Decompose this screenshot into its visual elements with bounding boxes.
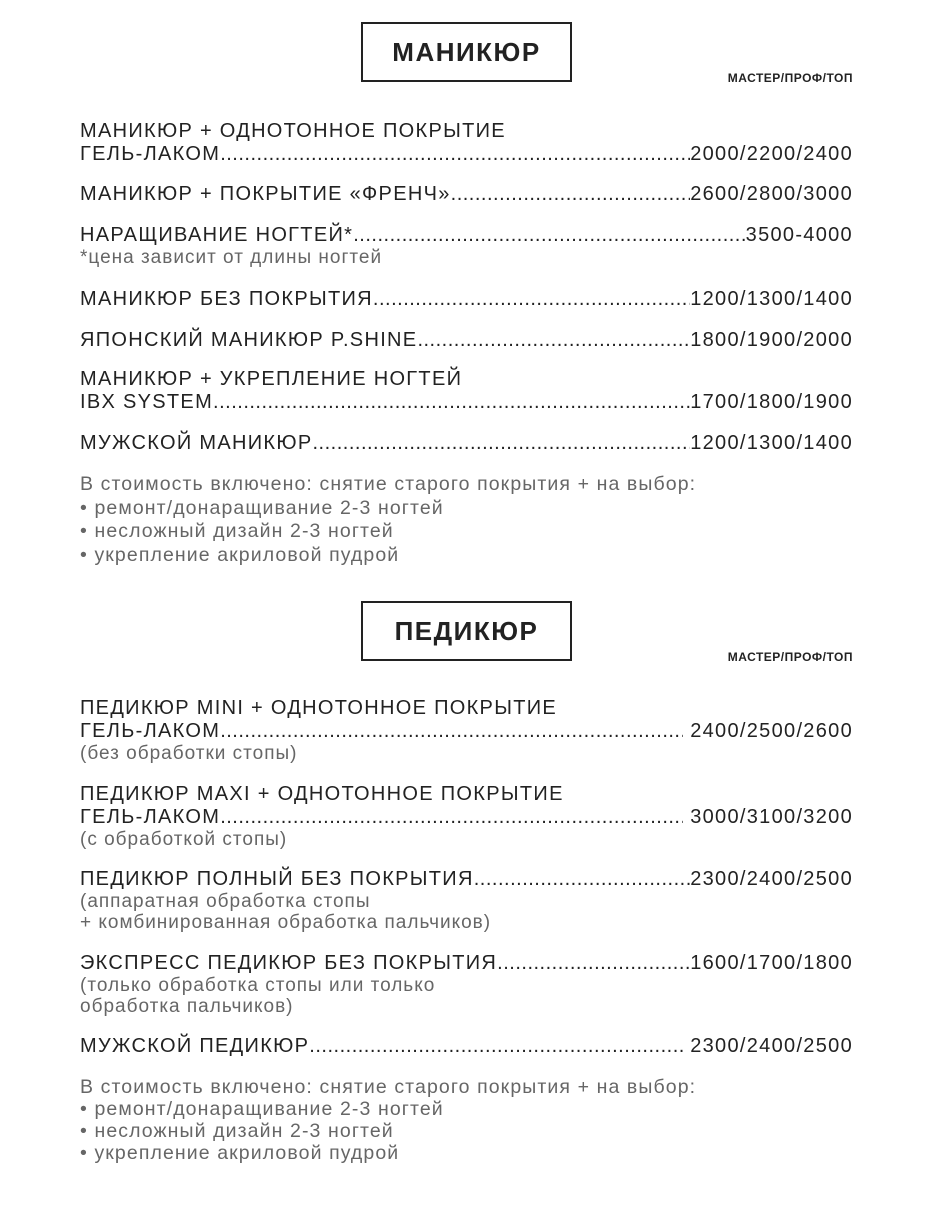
item-name-line2: ГЕЛЬ-ЛАКОМ xyxy=(80,806,221,828)
pedicure-title: ПЕДИКЮР xyxy=(361,601,572,661)
pedicure-included-info xyxy=(80,1076,870,1164)
dot-leader xyxy=(353,224,745,247)
item-price: 1200/1300/1400 xyxy=(690,288,853,310)
price-item xyxy=(80,783,853,850)
item-name-line2: IBX SYSTEM xyxy=(80,391,214,413)
item-name: ЯПОНСКИЙ МАНИКЮР P.SHINE xyxy=(80,329,418,351)
pedicure-levels-header: МАСТЕР/ПРОФ/ТОП xyxy=(727,650,853,664)
included-bullet: • ремонт/донаращивание 2-3 ногтей xyxy=(80,1098,444,1120)
item-name: МУЖСКОЙ МАНИКЮР xyxy=(80,432,313,454)
price-item xyxy=(80,868,853,933)
manicure-levels-header: МАСТЕР/ПРОФ/ТОП xyxy=(727,71,853,85)
price-item xyxy=(80,432,853,455)
included-bullet: • укрепление акриловой пудрой xyxy=(80,1142,400,1164)
dot-leader xyxy=(417,329,690,352)
item-name: МАНИКЮР + ПОКРЫТИЕ «ФРЕНЧ» xyxy=(80,183,451,205)
dot-leader xyxy=(213,391,690,414)
item-name-line2: ГЕЛЬ-ЛАКОМ xyxy=(80,720,221,742)
item-name: ПЕДИКЮР ПОЛНЫЙ БЕЗ ПОКРЫТИЯ xyxy=(80,868,474,890)
included-heading: В стоимость включено: снятие старого покрытия + на выбор: xyxy=(80,1076,697,1098)
dot-leader xyxy=(373,288,690,311)
item-name: МАНИКЮР БЕЗ ПОКРЫТИЯ xyxy=(80,288,373,310)
item-price: 2400/2500/2600 xyxy=(683,720,853,742)
price-item xyxy=(80,288,853,311)
dot-leader xyxy=(451,183,691,206)
item-price: 1200/1300/1400 xyxy=(690,432,853,454)
item-name-line1: МАНИКЮР + ОДНОТОННОЕ ПОКРЫТИЕ xyxy=(80,120,506,142)
manicure-title: МАНИКЮР xyxy=(361,22,572,82)
price-item xyxy=(80,120,853,166)
item-price: 2300/2400/2500 xyxy=(690,868,853,890)
dot-leader xyxy=(220,143,690,166)
item-price: 2000/2200/2400 xyxy=(690,143,853,165)
price-item xyxy=(80,368,853,414)
item-price: 2300/2400/2500 xyxy=(683,1035,853,1057)
item-name: МУЖСКОЙ ПЕДИКЮР xyxy=(80,1035,310,1057)
item-name-line2: ГЕЛЬ-ЛАКОМ xyxy=(80,143,221,165)
item-note: (с обработкой стопы) xyxy=(80,829,288,850)
item-price: 3000/3100/3200 xyxy=(683,806,853,828)
item-name-line1: ПЕДИКЮР MAXI + ОДНОТОННОЕ ПОКРЫТИЕ xyxy=(80,783,564,805)
item-name: ЭКСПРЕСС ПЕДИКЮР БЕЗ ПОКРЫТИЯ xyxy=(80,952,498,974)
dot-leader xyxy=(309,1035,683,1058)
item-price: 2600/2800/3000 xyxy=(690,183,853,205)
price-item xyxy=(80,697,853,764)
item-note: *цена зависит от длины ногтей xyxy=(80,247,383,268)
price-item xyxy=(80,183,853,206)
price-item xyxy=(80,1035,853,1058)
item-note: + комбинированная обработка пальчиков) xyxy=(80,912,492,933)
included-bullet: • ремонт/донаращивание 2-3 ногтей xyxy=(80,496,444,519)
manicure-included-info xyxy=(80,473,870,567)
dot-leader xyxy=(474,868,690,891)
item-name-line1: МАНИКЮР + УКРЕПЛЕНИЕ НОГТЕЙ xyxy=(80,368,463,390)
item-name-line1: ПЕДИКЮР MINI + ОДНОТОННОЕ ПОКРЫТИЕ xyxy=(80,697,558,719)
item-name: НАРАЩИВАНИЕ НОГТЕЙ* xyxy=(80,224,354,246)
included-bullet: • несложный дизайн 2-3 ногтей xyxy=(80,1120,394,1142)
price-item xyxy=(80,224,853,268)
price-item xyxy=(80,329,853,352)
item-note: (без обработки стопы) xyxy=(80,743,298,764)
item-note: (только обработка стопы или только xyxy=(80,975,436,996)
included-heading: В стоимость включено: снятие старого покрытия + на выбор: xyxy=(80,473,697,495)
dot-leader xyxy=(312,432,690,455)
item-price: 3500-4000 xyxy=(745,224,853,246)
dot-leader xyxy=(220,806,683,829)
item-price: 1700/1800/1900 xyxy=(690,391,853,413)
item-price: 1800/1900/2000 xyxy=(690,329,853,351)
item-note: (аппаратная обработка стопы xyxy=(80,891,371,912)
dot-leader xyxy=(220,720,683,743)
dot-leader xyxy=(497,952,690,975)
included-bullet: • укрепление акриловой пудрой xyxy=(80,543,400,566)
included-bullet: • несложный дизайн 2-3 ногтей xyxy=(80,520,394,542)
price-item xyxy=(80,952,853,1017)
item-note: обработка пальчиков) xyxy=(80,996,294,1017)
item-price: 1600/1700/1800 xyxy=(690,952,853,974)
